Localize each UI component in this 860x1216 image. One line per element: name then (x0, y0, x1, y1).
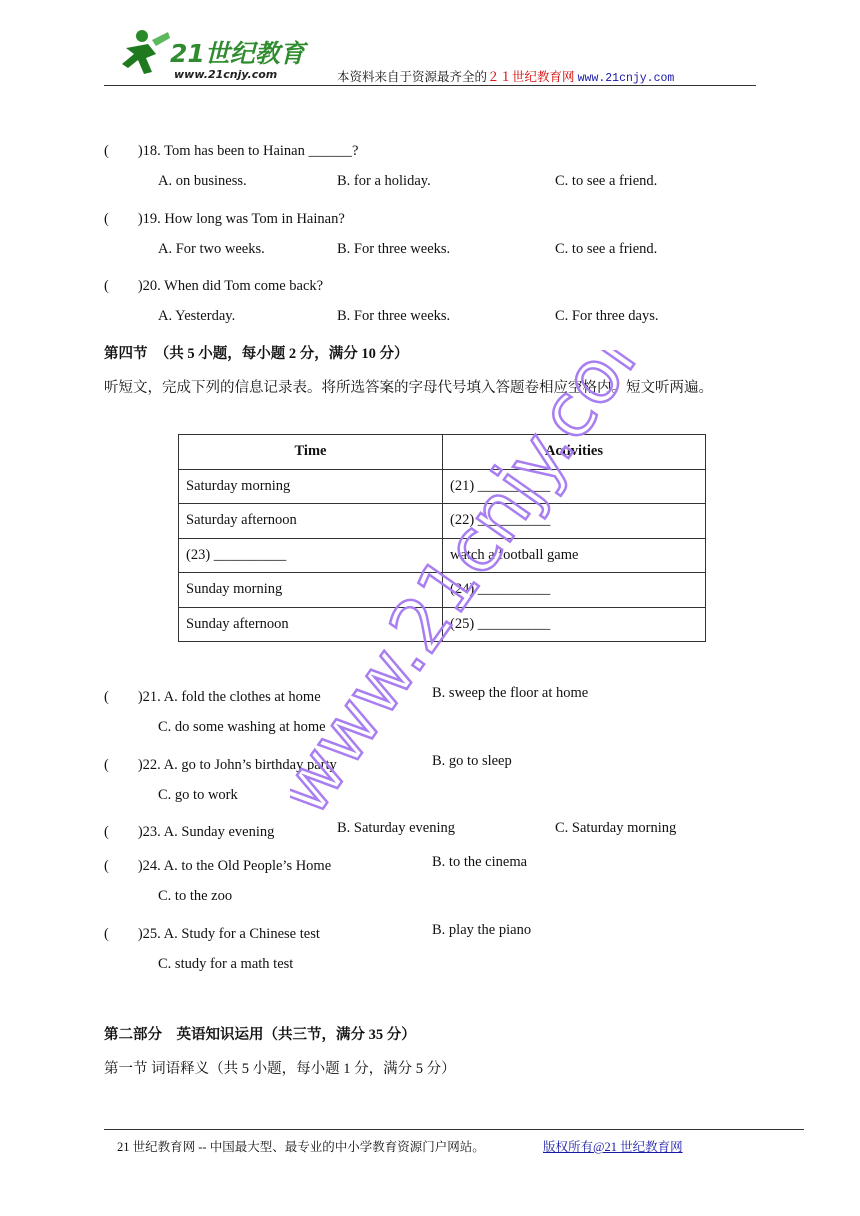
question-25: ( )25. A. Study for a Chinese test (104, 926, 320, 942)
table-cell: (24) __________ (443, 573, 706, 608)
table-row (179, 469, 706, 504)
q23-option-c: C. Saturday morning (555, 820, 677, 836)
q18-option-b: B. for a holiday. (337, 173, 431, 189)
question-22: ( )22. A. go to John’s birthday party (104, 757, 337, 773)
table-cell: (21) __________ (443, 469, 706, 504)
footer-copyright-link[interactable]: 版权所有@21 世纪教育网 (543, 1140, 683, 1154)
q19-option-c: C. to see a friend. (555, 241, 658, 257)
table-row (179, 573, 706, 608)
q18-option-a: A. on business. (158, 173, 247, 189)
q20-option-b: B. For three weeks. (337, 308, 451, 324)
logo-text: 21世纪教育 (170, 39, 305, 68)
q22-option-b: B. go to sleep (432, 753, 512, 769)
table-header-row (179, 435, 706, 470)
site-logo (112, 24, 312, 82)
q21-option-b: B. sweep the floor at home (432, 685, 589, 701)
footer-tagline: 21 世纪教育网 -- 中国最大型、最专业的中小学教育资源门户网站。 (117, 1140, 485, 1154)
q23-option-b: B. Saturday evening (337, 820, 455, 836)
table-row (179, 607, 706, 642)
question-19: ( )19. How long was Tom in Hainan? (104, 211, 345, 227)
table-cell: Sunday afternoon (179, 607, 443, 642)
question-21: ( )21. A. fold the clothes at home (104, 689, 321, 705)
table-cell: Saturday afternoon (179, 504, 443, 539)
q24-option-c: C. to the zoo (158, 888, 233, 904)
q25-option-c: C. study for a math test (158, 956, 294, 972)
header-divider (104, 85, 756, 86)
q19-option-a: A. For two weeks. (158, 241, 265, 257)
q18-option-c: C. to see a friend. (555, 173, 658, 189)
info-record-table (178, 434, 706, 642)
header-url-link[interactable]: www.21cnjy.com (577, 72, 675, 85)
q20-option-a: A. Yesterday. (158, 308, 236, 324)
table-cell: (22) __________ (443, 504, 706, 539)
q25-option-b: B. play the piano (432, 922, 532, 938)
part2-subsection: 第一节 词语释义（共 5 小题，每小题 1 分，满分 5 分） (104, 1061, 456, 1077)
q22-option-c: C. go to work (158, 787, 238, 803)
question-18: ( )18. Tom has been to Hainan ______? (104, 143, 359, 159)
table-cell: watch a football game (443, 538, 706, 573)
header-brand: ２１世纪教育网 (487, 70, 575, 84)
question-23: ( )23. A. Sunday evening (104, 824, 275, 840)
table-row (179, 538, 706, 573)
q20-option-c: C. For three days. (555, 308, 659, 324)
section4-instruction: 听短文，完成下列的信息记录表。将所选答案的字母代号填入答题卷相应空格内。短文听两遍。 (104, 380, 713, 396)
footer-divider (104, 1129, 804, 1130)
table-cell: Saturday morning (179, 469, 443, 504)
q19-option-b: B. For three weeks. (337, 241, 451, 257)
section4-title: 第四节 （共 5 小题，每小题 2 分，满分 10 分） (104, 346, 409, 362)
table-row (179, 504, 706, 539)
question-20: ( )20. When did Tom come back? (104, 278, 324, 294)
watermark-text: www.21cnjy.com (290, 350, 670, 831)
header-tagline (337, 67, 674, 85)
table-cell: Sunday morning (179, 573, 443, 608)
q21-option-c: C. do some washing at home (158, 719, 326, 735)
q24-option-b: B. to the cinema (432, 854, 528, 870)
header-tagline-prefix: 本资料来自于资源最齐全的 (337, 70, 488, 84)
table-header-time: Time (179, 435, 443, 470)
logo-url: www.21cnjy.com (174, 68, 278, 81)
table-cell: (23) __________ (179, 538, 443, 573)
question-24: ( )24. A. to the Old People’s Home (104, 858, 332, 874)
part2-title: 第二部分 英语知识运用（共三节，满分 35 分） (104, 1027, 416, 1043)
table-cell: (25) __________ (443, 607, 706, 642)
table-header-activities: Activities (443, 435, 706, 470)
